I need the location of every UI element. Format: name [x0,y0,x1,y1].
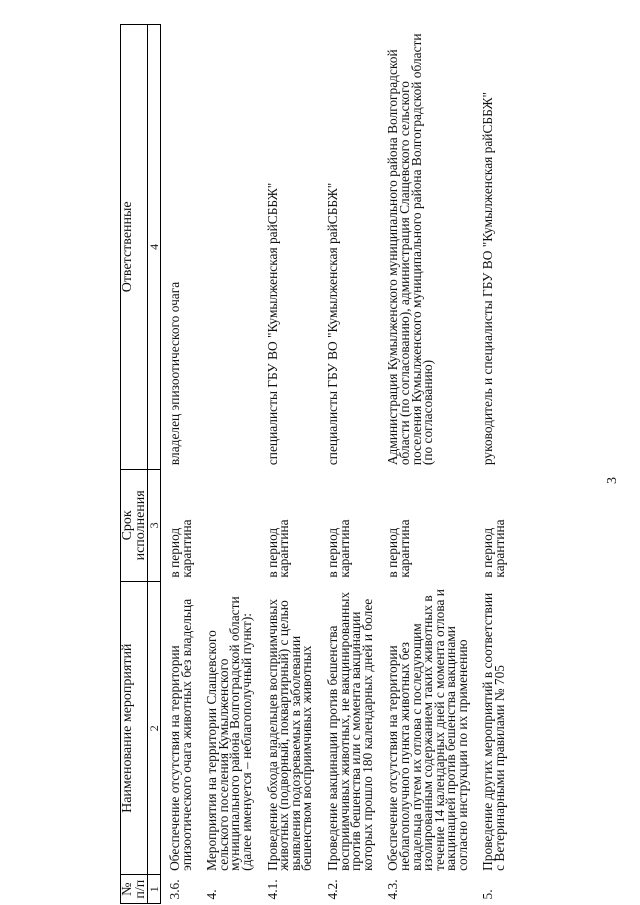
column-number-4: 4 [148,25,161,470]
measures-table [120,24,520,904]
table-header-row [121,25,148,904]
table-row [387,25,482,904]
header-term: Срок исполнения [121,469,148,581]
page-number: 3 [605,477,620,484]
row-term: в период карантина [480,519,508,578]
table-column-numbers-row [148,25,161,904]
row-term: в период карантина [264,519,292,578]
row-number: 4.2. [324,879,340,900]
header-responsible: Ответственные [121,25,148,470]
row-measure: Обеспечение отсутствия на территории эпизоотического очага животных без владельца [167,598,194,871]
row-measure: Мероприятия на территории Слащевского сельского поселения Кумылженского муниципального района Волгоградской области (далее именуется – неблагополучный пункт): [204,596,254,871]
row-measure: Обеспечение отсутствия на территории неблагополучного пункта животных без владельца путем их отлова с последующим изолированным содержанием таких животных в течение 14 календарных дней с момента отлова и вакцинацией против бешенства вакцинами согласно инструкции по их применению [385,589,470,871]
row-number: 4.1. [264,879,280,900]
column-number-3: 3 [148,469,161,581]
column-number-2: 2 [148,582,161,875]
table-row [267,25,327,904]
column-number-1: 1 [148,875,161,904]
row-number: 4.3. [385,879,401,900]
row-measure: Проведение вакцинации против бешенства восприимчивых животных, не вакцинированных против бешенства или с момента вакцинации которых прошло 180 календарных дней и более [324,591,375,871]
row-responsible: специалисты ГБУ ВО "Кумылженская райСББЖ" [324,182,340,466]
row-term [206,469,266,581]
row-term: в период карантина [385,519,412,578]
table-row [327,25,387,904]
row-term: в период карантина [324,519,352,578]
header-number: № п/п [121,875,148,904]
rotated-content [120,24,640,904]
row-number: 3.6. [167,879,182,900]
header-name: Наименование мероприятий [121,582,148,875]
table-row [161,25,207,904]
row-responsible: владелец эпизоотического очага [167,281,182,466]
row-responsible: специалисты ГБУ ВО "Кумылженская райСББЖ" [264,182,280,466]
row-term: в период карантина [167,519,194,578]
row-responsible [206,25,266,470]
row-responsible: Администрация Кумылженского муниципального района Волгоградской области (по согласованию), администрация Слащевского сельского поселения Кумылженского муниципального района Волгоградской области (по согласованию) [385,33,436,466]
row-responsible: руководитель и специалисты ГБУ ВО "Кумылженская райСББЖ" [480,92,496,466]
row-number: 4. [204,889,220,900]
row-number: 5. [480,889,496,900]
table-row [482,25,519,904]
row-measure: Проведение обхода владельцев восприимчивых животных (подворный, поквартирный) с целью выявления подозреваемых в заболевании бешенством восприимчивых животных [264,598,315,871]
row-measure: Проведение других мероприятий в соответствии с Ветеринарными правилами № 705 [480,592,508,871]
table-row [206,25,266,904]
